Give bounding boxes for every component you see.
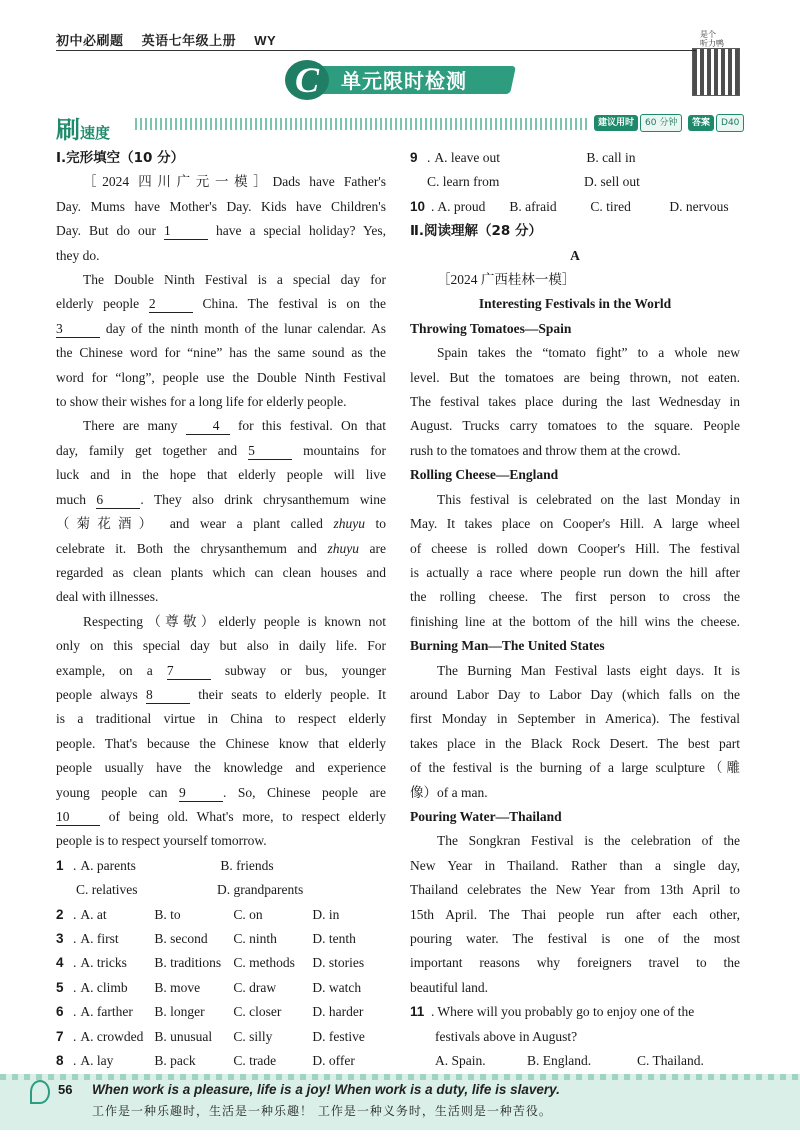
option-c[interactable]: C. Thailand. <box>637 1053 704 1069</box>
text: young people can <box>56 784 168 800</box>
section-title: Throwing Tomatoes—Spain <box>410 320 572 336</box>
option-row: 1 . A. parents B. friends <box>56 854 386 878</box>
speed-small: 速度 <box>80 124 111 142</box>
option-number: 7 <box>56 1028 64 1044</box>
option-b[interactable]: B. traditions <box>154 955 222 971</box>
option-d[interactable]: D. stories <box>312 955 365 971</box>
option-row: 5 . A. climb B. move C. draw D. watch <box>56 976 386 1000</box>
passage-line: August. Trucks carry tomatoes to the square. People <box>410 418 740 434</box>
book-edition: WY <box>254 33 277 48</box>
cloze-line: to show their wishes for a long life for elderly people. <box>56 394 347 410</box>
time-value: 60 分钟 <box>640 114 682 132</box>
cloze-line: The Double Ninth Festival is a special day for <box>83 272 386 288</box>
qr-label-line1: 是个 <box>700 30 716 39</box>
blank-10[interactable]: 10 <box>56 808 100 826</box>
option-b[interactable]: B. England. <box>527 1053 592 1069</box>
passage-line: takes place in the Black Rock Desert. The best part <box>410 735 740 751</box>
option-a[interactable]: A. climb <box>80 979 128 995</box>
option-d[interactable]: D. sell out <box>584 174 640 190</box>
option-c[interactable]: C. trade <box>233 1053 277 1069</box>
banner-title: 单元限时检测 <box>341 69 467 93</box>
text: Day. But do our <box>56 223 157 239</box>
passage-line: of cheese is rolled down Cooper's Hill. The festival <box>410 540 740 556</box>
leaf-icon <box>30 1080 50 1104</box>
option-d[interactable]: D. festive <box>312 1028 365 1044</box>
section-title: Pouring Water—Thailand <box>410 808 562 824</box>
option-d[interactable]: D. offer <box>312 1053 355 1069</box>
cloze-line: word for “long”, people use the Double Ninth Festival <box>56 369 386 385</box>
blank-8[interactable]: 8 <box>146 686 190 704</box>
option-c[interactable]: C. methods <box>233 955 295 971</box>
passage-title: Interesting Festivals in the World <box>478 296 672 312</box>
passage-line: pouring water. The festival is one of the most <box>410 931 740 946</box>
book-subject: 英语七年级上册 <box>141 33 237 48</box>
passage-line: finishing line at the bottom of the hill wins the cheese. <box>410 613 740 629</box>
speed-label <box>56 110 110 145</box>
header-divider <box>56 50 696 51</box>
option-b[interactable]: B. second <box>154 931 208 946</box>
question-text: festivals above in August? <box>435 1028 578 1044</box>
passage-line: level. But the tomatoes are being thrown, not eaten. <box>410 369 740 385</box>
passage-line: May. It takes place on Cooper's Hill. A large wheel <box>410 516 740 532</box>
passage-line: important reasons why foreigners travel to the <box>410 955 740 971</box>
text: . So, Chinese people are <box>223 784 387 800</box>
text: . They also drink chrysanthemum wine <box>140 491 386 507</box>
blank-5[interactable]: 5 <box>248 442 292 460</box>
option-a[interactable]: A. proud <box>437 198 486 214</box>
option-d[interactable]: D. in <box>312 906 340 922</box>
cloze-line: luck and in the hope that elderly people will live <box>56 467 386 483</box>
cloze-line <box>56 512 386 536</box>
cloze-line <box>56 414 386 438</box>
option-a[interactable]: A. first <box>80 931 119 946</box>
section-banner <box>285 60 515 100</box>
blank-3[interactable]: 3 <box>56 320 100 338</box>
motto-chinese: 工作是一种乐趣时，生活是一种乐趣！ 工作是一种义务时，生活则是一种苦役。 <box>92 1104 552 1118</box>
option-c[interactable]: C. silly <box>233 1028 273 1044</box>
cloze-line <box>56 805 386 829</box>
section-title: Burning Man—The United States <box>410 638 605 654</box>
text: have a special holiday? Yes, <box>216 223 387 239</box>
book-series: 初中必刷题 <box>56 33 124 48</box>
passage-line: the rolling cheese. The first person to cross the <box>410 589 740 605</box>
option-a[interactable]: A. tricks <box>80 955 127 971</box>
option-number: 6 <box>56 1004 64 1020</box>
text: their seats to elderly people. It <box>198 686 386 702</box>
option-row <box>56 878 386 902</box>
text: to <box>375 516 387 532</box>
blank-1[interactable]: 1 <box>164 222 208 240</box>
option-d[interactable]: D. harder <box>312 1004 364 1020</box>
passage-line: This festival is celebrated on the last Monday in <box>437 491 740 507</box>
cloze-line <box>56 439 386 463</box>
qr-label <box>700 30 724 48</box>
passage-line: first Monday in September in America). The festival <box>410 711 740 727</box>
cloze-line <box>56 659 386 683</box>
cloze-line <box>56 292 386 316</box>
text: day of the ninth month of the lunar calendar. As <box>105 320 386 336</box>
decorative-stripe <box>135 118 590 130</box>
banner-logo-icon: C <box>285 60 329 100</box>
option-row <box>410 1049 740 1073</box>
option-c[interactable]: C. closer <box>233 1004 282 1020</box>
option-b[interactable]: B. to <box>154 906 181 922</box>
time-tag <box>594 114 682 130</box>
cloze-line: is a traditional virtue in China to respect elderly <box>56 711 386 727</box>
option-a[interactable]: A. Spain. <box>435 1053 486 1069</box>
text: mountains for <box>303 442 386 458</box>
option-a[interactable]: A. crowded <box>80 1028 144 1044</box>
answer-value: D40 <box>716 114 744 132</box>
option-row <box>410 170 740 194</box>
cloze-line: deal with illnesses. <box>56 589 159 605</box>
option-a[interactable]: A. parents <box>80 857 136 873</box>
option-row: 3 . A. first B. second C. ninth D. tenth <box>56 927 386 951</box>
option-row: 10 . A. proud B. afraid C. tired D. nervous <box>410 195 740 219</box>
question-11: 11 . Where will you probably go to enjoy one of the <box>410 1000 740 1024</box>
option-d[interactable]: D. nervous <box>669 198 729 214</box>
cloze-line: they do. <box>56 247 100 263</box>
option-number: 8 <box>56 1053 64 1069</box>
option-c[interactable]: C. tired <box>590 198 631 214</box>
text: There are many <box>83 418 178 434</box>
text: celebrate it. Both the chrysanthemum and <box>56 540 317 556</box>
part1-source: ［2024 四川广元一模］ <box>83 174 273 190</box>
cloze-line: only on this special day but also in daily life. For <box>56 638 386 654</box>
time-label: 建议用时 <box>594 115 638 131</box>
question-text: Where will you probably go to enjoy one of the <box>437 1004 695 1020</box>
option-number: 4 <box>56 955 64 971</box>
page-number: 56 <box>58 1082 73 1097</box>
passage-line: 像）of a man. <box>410 784 488 800</box>
speed-big: 刷 <box>56 116 80 144</box>
cloze-line: regarded as clean plants which can clean houses and <box>56 564 386 580</box>
cloze-line <box>56 781 386 805</box>
part1-heading: Ⅰ.完形填空（10 分） <box>56 150 185 166</box>
option-b[interactable]: B. friends <box>220 857 274 873</box>
cloze-line <box>56 488 386 512</box>
option-row: 7 . A. crowded B. unusual C. silly D. festive <box>56 1025 386 1049</box>
cloze-line: Respecting（尊敬）elderly people is known not <box>83 613 386 629</box>
answer-label: 答案 <box>688 115 714 131</box>
text: （菊花酒） and wear a plant called <box>56 516 323 532</box>
option-b[interactable]: B. move <box>154 979 201 995</box>
option-a[interactable]: A. farther <box>80 1004 133 1020</box>
cloze-line: the Chinese word for “nine” has the same sound as the <box>56 345 386 361</box>
blank-2[interactable]: 2 <box>149 295 193 313</box>
blank-7[interactable]: 7 <box>167 662 211 680</box>
qr-label-line2: 听力鸭 <box>700 39 724 48</box>
option-d[interactable]: D. tenth <box>312 931 356 946</box>
passage-line: The Burning Man Festival lasts eight days. It is <box>437 662 740 678</box>
passage-label: A <box>570 247 580 263</box>
option-row: 8 . A. lay B. pack C. trade D. offer <box>56 1049 386 1073</box>
option-c[interactable]: C. relatives <box>76 882 138 898</box>
option-c[interactable]: C. draw <box>233 979 277 995</box>
part2-heading: Ⅱ.阅读理解（28 分） <box>410 223 543 240</box>
cloze-line <box>56 537 386 561</box>
text: day, family get together and <box>56 442 238 458</box>
passage-line: is actually a race where people run down the hill after <box>410 564 740 580</box>
option-b[interactable]: B. longer <box>154 1004 205 1020</box>
option-row: 4 . A. tricks B. traditions C. methods D. stories <box>56 951 386 975</box>
text: elderly people <box>56 296 140 312</box>
option-number: 10 <box>410 198 426 214</box>
option-a[interactable]: A. at <box>80 906 107 922</box>
part2-source: ［2024 广西桂林一模］ <box>437 272 576 288</box>
answer-tag <box>688 114 744 130</box>
book-header <box>56 30 290 49</box>
blank-4[interactable]: 4 <box>186 417 230 435</box>
passage-line: rush to the tomatoes and throw them at the crowd. <box>410 442 681 458</box>
cloze-line <box>56 317 386 341</box>
cloze-line: Day. Mums have Mother's Day. Kids have Children's <box>56 198 386 214</box>
cloze-line: people. That's because the Chinese know that elderly <box>56 735 386 751</box>
motto-english: When work is a pleasure, life is a joy! When work is a duty, life is slavery. <box>92 1082 560 1097</box>
option-number: 3 <box>56 931 64 946</box>
text: much <box>56 491 86 507</box>
option-a[interactable]: A. lay <box>80 1053 114 1069</box>
page-footer <box>0 1078 800 1130</box>
text: subway or bus, younger <box>224 662 386 678</box>
option-c[interactable]: C. ninth <box>233 931 277 946</box>
section-title: Rolling Cheese—England <box>410 467 559 483</box>
option-d[interactable]: D. watch <box>312 979 362 995</box>
option-number: 9 <box>410 150 418 165</box>
option-c[interactable]: C. learn from <box>427 174 500 190</box>
passage-line: Spain takes the “tomato fight” to a whole new <box>437 345 740 361</box>
option-b[interactable]: B. unusual <box>154 1028 213 1044</box>
blank-9[interactable]: 9 <box>179 784 223 802</box>
option-c[interactable]: C. on <box>233 906 263 922</box>
left-column <box>56 146 386 1073</box>
option-row: 9 . A. leave out B. call in <box>410 146 740 170</box>
text: are <box>369 540 387 556</box>
cloze-line: people is to respect yourself tomorrow. <box>56 833 267 849</box>
option-number: 2 <box>56 906 64 922</box>
passage-line: 15th April. The Thai people run after each other, <box>410 906 740 922</box>
text: people always <box>56 686 138 702</box>
option-b[interactable]: B. call in <box>586 150 636 165</box>
option-number: 5 <box>56 979 64 995</box>
option-b[interactable]: B. afraid <box>509 198 557 214</box>
footer-wave <box>0 1074 800 1080</box>
option-d[interactable]: D. grandparents <box>217 882 304 898</box>
blank-6[interactable]: 6 <box>96 491 140 509</box>
cloze-line <box>56 683 386 707</box>
text: China. The festival is on the <box>202 296 387 312</box>
text: Dads have Father's <box>272 174 387 190</box>
option-number: 1 <box>56 857 64 873</box>
passage-line: beautiful land. <box>410 979 488 995</box>
option-row: 2 . A. at B. to C. on D. in <box>56 903 386 927</box>
text: of being old. What's more, to respect elderly <box>108 808 386 824</box>
option-b[interactable]: B. pack <box>154 1053 196 1069</box>
passage-line: The Songkran Festival is the celebration of the <box>437 833 740 849</box>
option-row: 6 . A. farther B. longer C. closer D. harder <box>56 1000 386 1024</box>
cloze-line <box>56 219 386 243</box>
text: example, on a <box>56 662 153 678</box>
passage-line: New Year in Thailand. Rather than a single day, <box>410 857 740 873</box>
question-number: 11 <box>410 1004 425 1020</box>
option-a[interactable]: A. leave out <box>434 150 500 165</box>
passage-line: of the festival is the burning of a large sculpture（雕 <box>410 760 740 776</box>
text: for this festival. On that <box>237 418 387 434</box>
passage-line: The festival takes place during the last Wednesday in <box>410 394 740 410</box>
cloze-line <box>56 170 386 194</box>
passage-line: Thailand celebrates the New Year from 13th April to <box>410 882 740 898</box>
text: zhuyu <box>327 540 359 556</box>
passage-line: around Labor Day to Labor Day (which falls on the <box>410 686 740 702</box>
text: zhuyu <box>333 516 365 532</box>
cloze-line: people usually have the knowledge and experience <box>56 760 386 776</box>
right-column <box>410 146 740 1073</box>
qr-code-icon[interactable] <box>692 48 740 96</box>
